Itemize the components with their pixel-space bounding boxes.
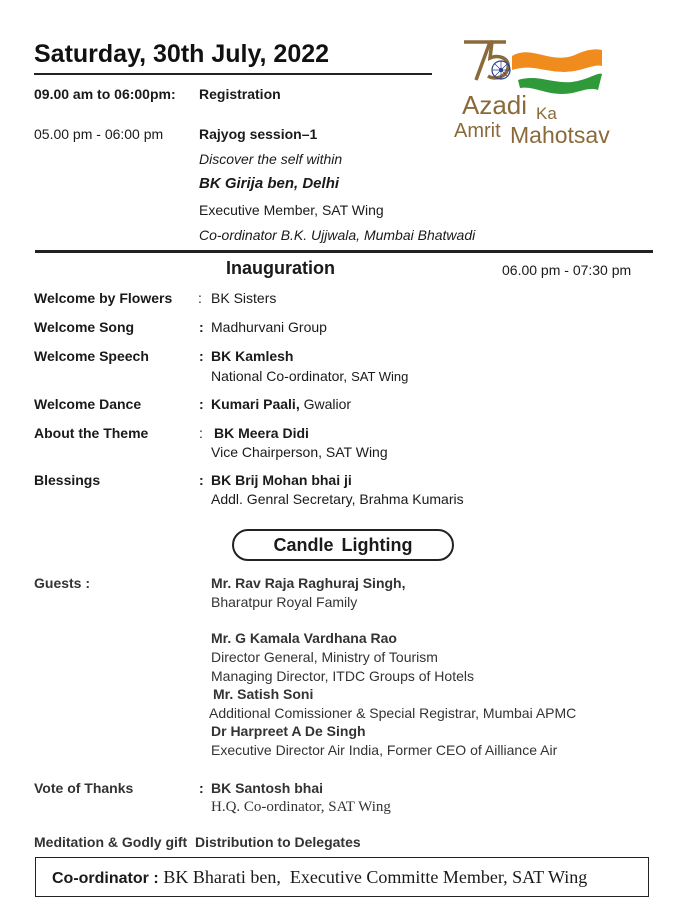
logo-ka: Ka (536, 104, 557, 123)
coordinator-value: BK Bharati ben, Executive Committe Member, SAT Wing (163, 867, 588, 887)
guest-name: Mr. G Kamala Vardhana Rao (211, 630, 397, 646)
rajyog-title: Rajyog session–1 (199, 126, 318, 142)
section-divider (35, 250, 653, 253)
item-detail-a: National Co-ordinator, (211, 368, 348, 384)
guest-detail: Managing Director, ITDC Groups of Hotels (211, 668, 474, 684)
item-colon: : (199, 472, 204, 488)
guest-name: Mr. Satish Soni (213, 686, 314, 702)
rajyog-time: 05.00 pm - 06:00 pm (34, 126, 164, 142)
item-name: BK Brij Mohan bhai ji (211, 472, 352, 488)
registration-label: Registration (199, 86, 281, 102)
item-name: Madhurvani Group (211, 319, 327, 335)
logo-azadi: Azadi (462, 90, 528, 120)
coordinator-box (35, 857, 649, 897)
vote-of-thanks-detail: H.Q. Co-ordinator, SAT Wing (211, 799, 391, 815)
vote-of-thanks-label: Vote of Thanks (34, 780, 134, 796)
item-label: About the Theme (34, 425, 149, 441)
meditation-line: Meditation & Godly gift Distribution to Delegates (34, 834, 361, 850)
guest-name: Mr. Rav Raja Raghuraj Singh, (211, 575, 406, 591)
item-colon: : (198, 290, 202, 306)
item-detail-b: SAT Wing (351, 369, 409, 384)
guest-detail: Director General, Ministry of Tourism (211, 649, 438, 665)
title-underline (34, 73, 432, 75)
coordinator-label: Co-ordinator : (52, 870, 159, 887)
item-name-rest: Gwalior (303, 396, 352, 412)
item-label: Welcome Speech (34, 348, 149, 364)
logo-amrit: Amrit (454, 120, 501, 142)
item-colon: : (199, 348, 204, 364)
item-label: Welcome Dance (34, 396, 142, 412)
item-name: BK Meera Didi (214, 425, 309, 441)
item-name: Kumari Paali, (211, 396, 300, 412)
item-name: BK Kamlesh (211, 348, 294, 364)
page-title: Saturday, 30th July, 2022 (34, 40, 330, 68)
item-label: Blessings (34, 472, 101, 488)
logo-mahotsav: Mahotsav (510, 122, 610, 148)
inauguration-time: 06.00 pm - 07:30 pm (502, 262, 632, 278)
item-name: BK Sisters (211, 290, 277, 306)
guest-detail: Additional Comissioner & Special Registrar, Mumbai APMC (209, 705, 577, 721)
item-colon: : (199, 319, 204, 335)
vote-of-thanks-name: BK Santosh bhai (211, 780, 324, 796)
item-detail: Addl. Genral Secretary, Brahma Kumaris (211, 491, 464, 507)
item-colon: : (199, 396, 204, 412)
item-name-line (211, 396, 351, 412)
rajyog-role: Executive Member, SAT Wing (199, 202, 384, 218)
rajyog-speaker: BK Girija ben, Delhi (199, 175, 340, 192)
item-label: Welcome by Flowers (34, 290, 173, 306)
guest-detail: Bharatpur Royal Family (211, 594, 358, 610)
candle-lighting-heading: Candle Lighting (232, 529, 454, 561)
rajyog-coordinator: Co-ordinator B.K. Ujjwala, Mumbai Bhatwadi (199, 227, 476, 243)
item-detail (211, 368, 408, 384)
item-colon: : (199, 425, 203, 441)
inauguration-title: Inauguration (226, 258, 335, 278)
azadi-ka-amrit-mahotsav-logo (452, 36, 642, 151)
item-label: Welcome Song (34, 319, 135, 335)
rajyog-subtitle: Discover the self within (199, 151, 343, 167)
guests-label: Guests : (34, 575, 91, 591)
registration-time: 09.00 am to 06:00pm: (34, 86, 176, 102)
guest-name: Dr Harpreet A De Singh (211, 723, 366, 739)
vote-of-thanks-colon: : (199, 780, 204, 796)
item-detail: Vice Chairperson, SAT Wing (211, 444, 388, 460)
guest-detail: Executive Director Air India, Former CEO of Ailliance Air (211, 742, 558, 758)
